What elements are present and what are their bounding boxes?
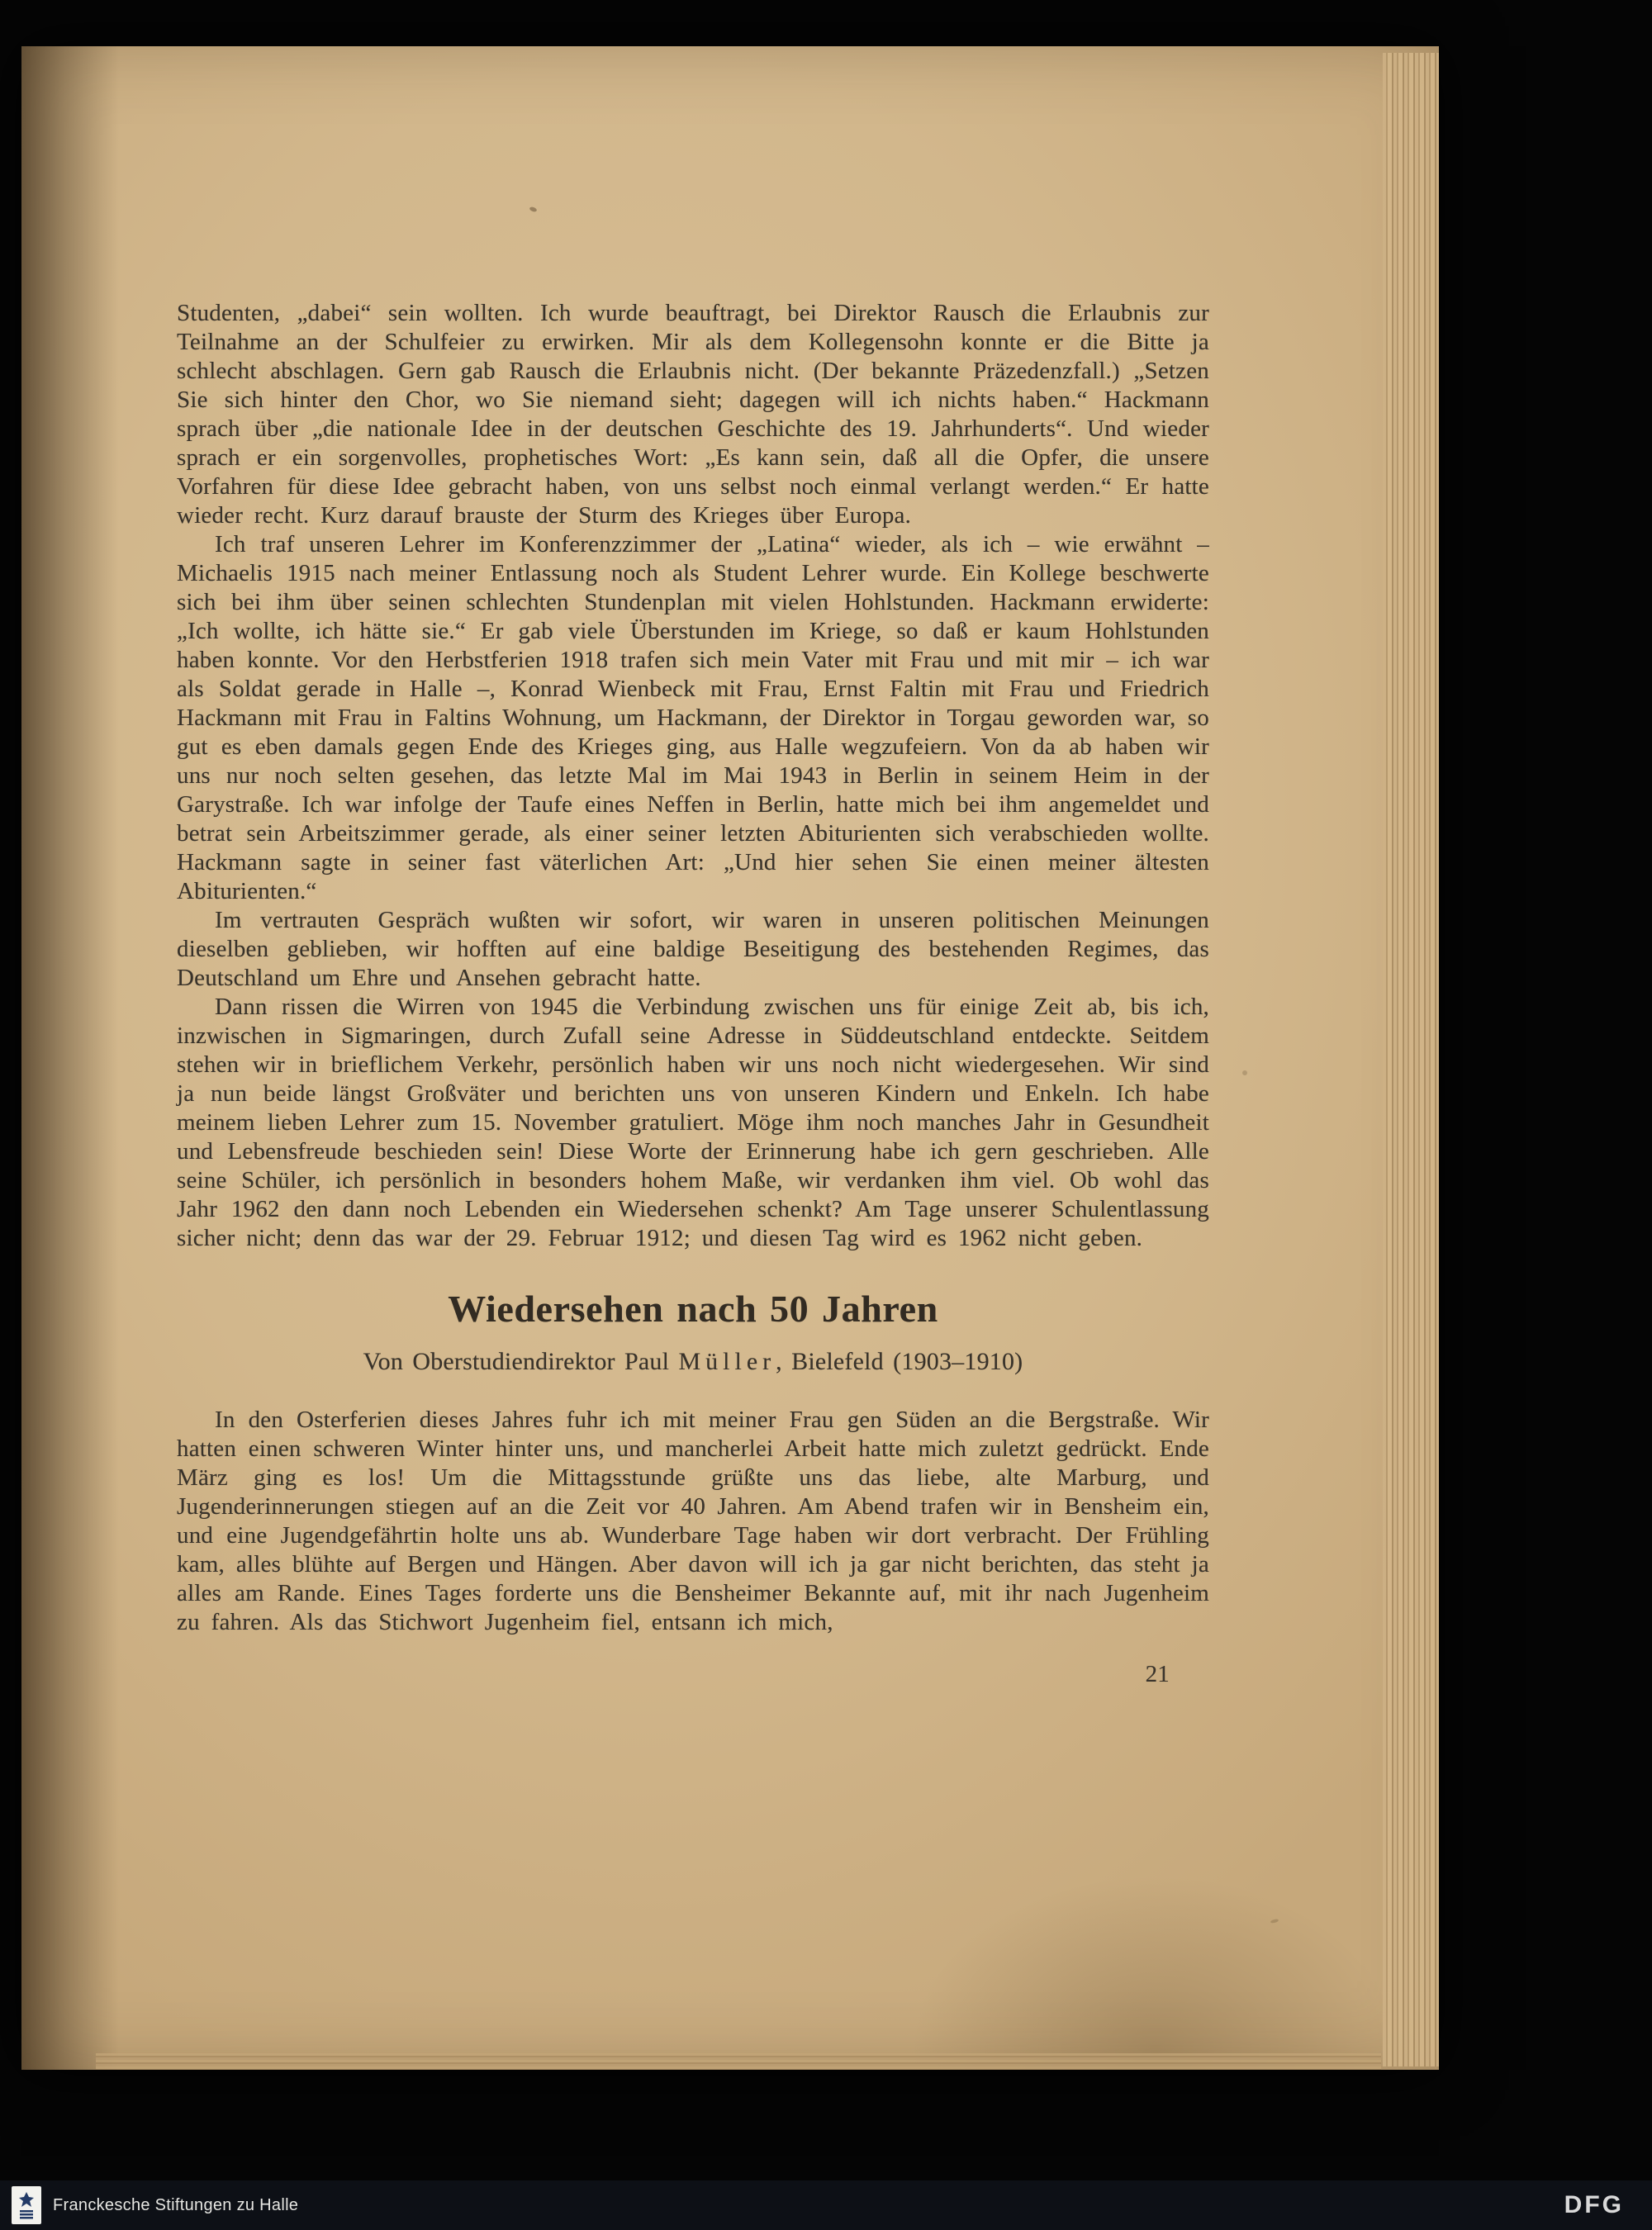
- body-paragraph: In den Osterferien dieses Jahres fuhr ich mit meiner Frau gen Süden an die Bergstraße. Wir hatten einen schweren Winter hinter uns, und mancherlei Arbeit hatte mich zuletzt gedrückt. Ende März ging es los! Um die Mittagsstunde grüßte uns das liebe, alte Marburg, und Jugenderinnerungen stiegen auf an die Zeit vor 40 Jahren. Am Abend trafen wir in Bensheim ein, und eine Jugendgefährtin holte uns ab. Wunderbare Tage haben wir dort verbracht. Der Frühling kam, alles blühte auf Bergen und Hängen. Aber davon will ich ja gar nicht berichten, das steht ja alles am Rande. Eines Tages forderte uns die Bensheimer Bekannte auf, mit ihr nach Jugenheim zu fahren. Als das Stichwort Jugenheim fiel, entsann ich mich,: [177, 1407, 1209, 1635]
- footer-left: [0, 2186, 298, 2224]
- franckesche-stiftungen-logo-icon: [12, 2186, 41, 2224]
- section-byline: [177, 1347, 1209, 1376]
- byline-prefix: Von Oberstudiendirektor Paul: [363, 1348, 679, 1375]
- paper-speck: [1242, 1070, 1247, 1075]
- body-paragraph: Dann rissen die Wirren von 1945 die Verbindung zwischen uns für einige Zeit ab, bis ich, inzwischen in Sigmaringen, durch Zufall seine Adresse in Süddeutschland entdeckte. Seitdem stehen wir in brieflichem Verkehr, persönlich haben wir uns noch nicht wiedergesehen. Wir sind ja nun beide längst Großväter und berichten uns von unseren Kindern und Enkeln. Ich habe meinem lieben Lehrer zum 15. November gratuliert. Möge ihm noch manches Jahr in Gesundheit und Lebensfreude beschieden sein! Diese Worte der Erinnerung habe ich gern geschrieben. Alle seine Schüler, ich persönlich in besonders hohem Maße, wir verdanken ihm viel. Ob wohl das Jahr 1962 den dann noch Lebenden ein Wiedersehen schenkt? Am Tage unserer Schulentlassung sicher nicht; denn das war der 29. Februar 1912; und diesen Tag wird es 1962 nicht geben.: [177, 994, 1209, 1251]
- viewer-footer: [0, 2180, 1652, 2230]
- body-paragraph: Studenten, „dabei“ sein wollten. Ich wurde beauftragt, bei Direktor Rausch die Erlaubnis zur Teilnahme an der Schulfeier zu erwirken. Mir als dem Kollegensohn konnte er die Bitte ja schlecht abschlagen. Gern gab Rausch die Erlaubnis nicht. (Der bekannte Präzedenzfall.) „Setzen Sie sich hinter den Chor, wo Sie niemand sieht; dagegen will ich nichts haben.“ Hackmann sprach über „die nationale Idee in der deutschen Geschichte des 19. Jahrhunderts“. Und wieder sprach er ein sorgenvolles, prophetisches Wort: „Es kann sein, daß all die Opfer, die unsere Vorfahren für diese Idee gebracht haben, von uns selbst noch einmal verlangt werden.“ Er hatte wieder recht. Kurz darauf brauste der Sturm des Krieges über Europa.: [177, 300, 1209, 529]
- body-paragraph: Ich traf unseren Lehrer im Konferenzzimmer der „Latina“ wieder, als ich – wie erwähnt – Michaelis 1915 nach meiner Entlassung noch als Student Lehrer wurde. Ein Kollege beschwerte sich bei ihm über seinen schlechten Stundenplan mit vielen Hohlstunden. Hackmann erwiderte: „Ich wollte, ich hätte sie.“ Er gab viele Überstunden im Kriege, so daß er kaum Hohlstunden haben konnte. Vor den Herbstferien 1918 trafen sich mein Vater mit Frau und mit mir – ich war als Soldat gerade in Halle –, Konrad Wienbeck mit Frau, Ernst Faltin mit Frau und Friedrich Hackmann mit Frau in Faltins Wohnung, um Hackmann, der Direktor in Torgau geworden war, so gut es eben damals gegen Ende des Krieges ging, aus Halle wegzufeiern. Von da ab haben wir uns nur noch selten gesehen, das letzte Mal im Mai 1943 in Berlin in seinem Heim in der Garystraße. Ich war infolge der Taufe eines Neffen in Berlin, hatte mich bei ihm angemeldet und betrat sein Arbeitszimmer gerade, als einer seiner letzten Abiturienten sich verabschieden wollte. Hackmann sagte in seiner fast väterlichen Art: „Und hier sehen Sie einen meiner ältesten Abiturienten.“: [177, 531, 1209, 904]
- paper-speck: [1270, 1919, 1279, 1924]
- byline-author-name: Müller: [678, 1348, 776, 1375]
- page-number: 21: [1145, 1661, 1170, 1687]
- book-page: [21, 46, 1439, 2070]
- spine-shadow: [21, 46, 119, 2070]
- section-heading: Wiedersehen nach 50 Jahren: [448, 1288, 938, 1330]
- page-stack-edge: [1383, 53, 1439, 2066]
- body-paragraph: Im vertrauten Gespräch wußten wir sofort, wir waren in unseren politischen Meinungen dieselben geblieben, wir hofften auf eine baldige Beseitigung des bestehenden Regimes, das Deutschland um Ehre und Ansehen gebracht hatte.: [177, 907, 1209, 991]
- byline-suffix: , Bielefeld (1903–1910): [776, 1348, 1023, 1375]
- page-text: [177, 299, 1209, 1689]
- paper-speck: [529, 206, 537, 213]
- dfg-logo: DFG: [1564, 2191, 1624, 2218]
- institution-label: Franckesche Stiftungen zu Halle: [53, 2195, 299, 2214]
- page-stack-bottom-edge: [96, 2053, 1381, 2070]
